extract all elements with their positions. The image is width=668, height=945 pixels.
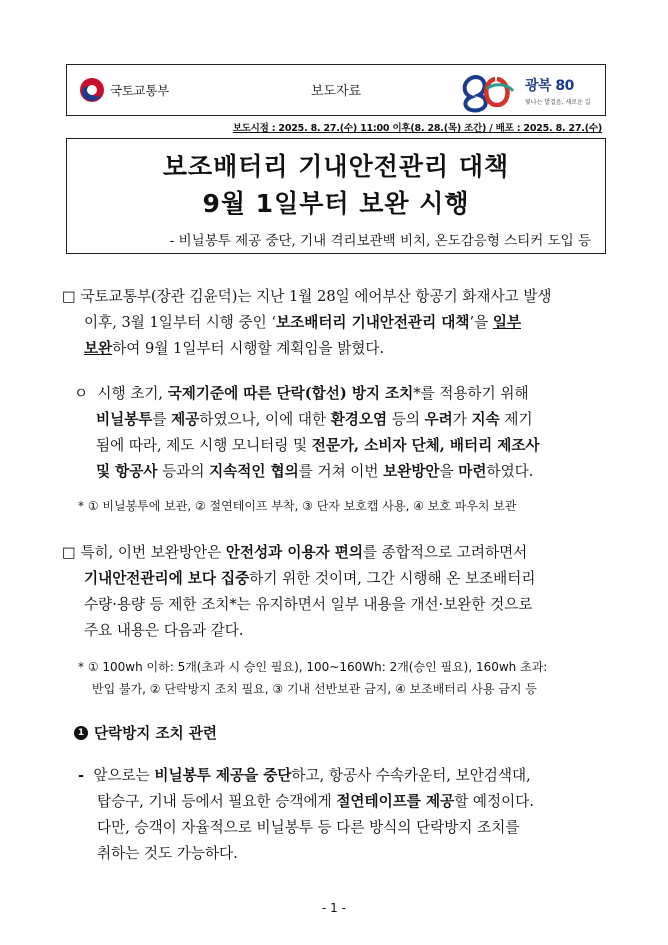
para2-line-1: ㅇ 시행 초기, 국제기준에 따른 단락(합선) 방지 조치*를 적용하기 위해 [74,385,529,402]
para3-line-3: 수량·용량 등 제한 조치*는 유지하면서 일부 내용을 개선·보완한 것으로 [84,596,533,613]
para4-line-2: 탑승구, 기내 등에서 필요한 승객에게 절연테이프를 제공할 예정이다. [97,793,534,810]
footnote-2-line-1: * ① 100wh 이하: 5개(초과 시 승인 필요), 100~160Wh: 2개(승인 필요), 160wh 초과: [78,660,548,674]
document-type: 보도자료 [310,84,362,99]
anniversary-subtitle: 빛나는 발걸음, 새로운 길 [525,99,591,106]
title-line-2: 9월 1일부터 보완 시행 [202,189,470,218]
press-header [66,64,606,116]
para4-line-4: 취하는 것도 가능하다. [97,845,238,862]
para3-line-4: 주요 내용은 다음과 같다. [84,622,244,639]
dash-bullet: - [78,767,85,784]
title-subtitle: - 비닐봉투 제공 중단, 기내 격리보관백 비치, 온도감응형 스티커 도입 등 [169,233,591,249]
footnote-1: * ① 비닐봉투에 보관, ② 절연테이프 부착, ③ 단자 보호캡 사용, ④ 보호 파우치 보관 [78,499,517,513]
para2-line-2: 비닐봉투를 제공하였으나, 이에 대한 환경오염 등의 우려가 지속 제기 [96,411,533,428]
para1-line-3: 보완하여 9월 1일부터 시행할 계획임을 밝혔다. [84,340,385,357]
square-bullet: □ [62,288,76,305]
anniversary-title: 광복 80 [525,78,574,94]
section-1-heading [74,722,217,743]
para2-line-4: 및 항공사 등과의 지속적인 협의를 거쳐 이번 보완방안을 마련하였다. [96,463,534,480]
para3-line-2: 기내안전관리에 보다 집중하기 위한 것이며, 그간 시행해 온 보조배터리 [84,570,536,587]
ministry-name: 국토교통부 [110,83,169,98]
footnote-2-line-2: 반입 불가, ② 단락방지 조치 필요, ③ 기내 선반보관 금지, ④ 보조배터리 사용 금지 등 [92,682,537,696]
anniversary-emblem-icon [457,69,527,113]
para1-line-2: 이후, 3월 1일부터 시행 중인 ‘보조배터리 기내안전관리 대책’을 일부 [84,314,522,331]
circle-bullet: ㅇ [74,385,89,402]
para3-line-1: □ 특히, 이번 보완방안은 안전성과 이용자 편의를 종합적으로 고려하면서 [62,544,528,561]
square-bullet: □ [62,544,76,561]
ministry-logo [79,77,169,103]
taegeuk-icon [79,77,105,103]
release-info: 보도시점 : 2025. 8. 27.(수) 11:00 이후(8. 28.(목) 조간) / 배포 : 2025. 8. 27.(수) [232,123,602,134]
para4-line-3: 다만, 승객이 자율적으로 비닐봉투 등 다른 방식의 단락방지 조치를 [97,819,520,836]
section-1-title: 단락방지 조치 관련 [94,725,217,742]
title-line-1: 보조배터리 기내안전관리 대책 [162,152,510,181]
title-box [66,138,606,254]
section-number-badge: 1 [74,726,88,740]
liberation-80-logo [457,69,597,113]
para4-line-1: - 앞으로는 비닐봉투 제공을 중단하고, 항공사 수속카운터, 보안검색대, [78,767,531,784]
para1-line-1: □ 국토교통부(장관 김윤덕)는 지난 1월 28일 에어부산 항공기 화재사고 발생 [62,288,552,305]
para2-line-3: 됨에 따라, 제도 시행 모니터링 및 전문가, 소비자 단체, 배터리 제조사 [96,437,540,454]
page-number: - 1 - [322,901,346,915]
